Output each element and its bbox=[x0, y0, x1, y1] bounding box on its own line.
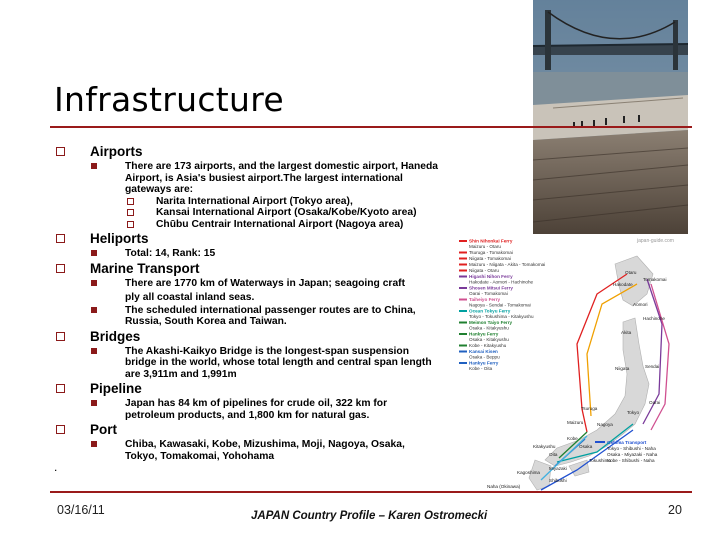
bullet-text: Narita International Airport (Tokyo area), bbox=[156, 195, 353, 207]
filled-square-bullet-icon bbox=[91, 250, 97, 256]
hollow-square-bullet-icon bbox=[56, 147, 65, 156]
slide-title: Infrastructure bbox=[54, 80, 285, 119]
svg-text:Tokyo - Shibushi - Naha: Tokyo - Shibushi - Naha bbox=[607, 446, 656, 451]
footer-date: 03/16/11 bbox=[57, 503, 105, 517]
legend-name: Higashi Nihon Ferry bbox=[469, 274, 513, 279]
legend-name: Meimon Taiyo Ferry bbox=[469, 320, 513, 325]
svg-text:Sendai: Sendai bbox=[645, 364, 660, 369]
bullet-text: Total: 14, Rank: 15 bbox=[125, 248, 216, 259]
legend-route: Kobe - Oita bbox=[469, 366, 493, 371]
legend-route: Hakodate - Aomori - Hachinohe bbox=[469, 279, 534, 285]
svg-text:Osaka: Osaka bbox=[579, 444, 593, 449]
sub-bullet bbox=[54, 161, 439, 196]
hollow-square-bullet-icon bbox=[56, 425, 65, 434]
legend-swatch bbox=[459, 362, 467, 364]
legend-route: Nagoya - Sendai - Tomakomai bbox=[469, 302, 531, 308]
filled-square-bullet-icon bbox=[91, 348, 97, 354]
svg-text:Tomakomai: Tomakomai bbox=[643, 277, 667, 282]
bullet-airports bbox=[54, 144, 439, 159]
legend-name: Kansai Kisen bbox=[469, 349, 498, 354]
sub-bullet bbox=[54, 305, 439, 328]
legend-route: Osaka - Beppu bbox=[469, 354, 500, 360]
legend-swatch bbox=[459, 345, 467, 347]
legend-swatch bbox=[459, 322, 467, 324]
legend-route: Osaka - Kitakyushu bbox=[469, 337, 509, 342]
svg-text:Hachinohe: Hachinohe bbox=[643, 316, 665, 321]
bullet-text: Japan has 84 km of pipelines for crude oil, 322 km for petroleum products, and 1,800 km for natural gas. bbox=[125, 398, 388, 421]
legend-swatch bbox=[459, 276, 467, 278]
bullet-text: Marine Transport bbox=[90, 260, 200, 276]
legend-swatch bbox=[595, 441, 605, 443]
legend-name: Taiheiyo Ferry bbox=[469, 297, 501, 302]
sub-sub-bullet bbox=[54, 219, 439, 231]
sub-sub-bullet bbox=[54, 207, 439, 219]
svg-text:Kagoshima: Kagoshima bbox=[517, 470, 540, 475]
legend-name: Hankyu Ferry bbox=[469, 331, 499, 337]
bullet-text: The Akashi-Kaikyo Bridge is the longest-span suspension bridge in the world, whose total length and central span length are 3,911m and 1,991m bbox=[125, 345, 432, 380]
legend-route: Oarai - Tomakomai bbox=[469, 291, 508, 296]
svg-text:Tsuruga: Tsuruga bbox=[581, 406, 598, 411]
bullet-text: There are 173 airports, and the largest domestic airport, Haneda Airport, is Asia's busiest airport.The largest international gateways are: bbox=[125, 161, 439, 195]
legend-swatch bbox=[459, 310, 467, 312]
svg-text:Oshima Transport: Oshima Transport bbox=[607, 440, 647, 445]
hollow-square-bullet-icon bbox=[127, 221, 134, 228]
hollow-square-bullet-icon bbox=[127, 198, 134, 205]
filled-square-bullet-icon bbox=[91, 307, 97, 313]
legend-swatch bbox=[459, 264, 467, 266]
svg-text:Tokyo: Tokyo bbox=[627, 410, 639, 415]
filled-square-bullet-icon bbox=[91, 400, 97, 406]
ferry-route-map bbox=[437, 234, 689, 492]
hollow-square-bullet-icon bbox=[56, 384, 65, 393]
sub-bullet bbox=[54, 398, 439, 421]
map-credit: japan-guide.com bbox=[637, 238, 674, 244]
legend-route: Kobe - Kitakyushu bbox=[469, 343, 507, 348]
svg-text:Miyazaki: Miyazaki bbox=[549, 466, 567, 471]
legend-name: Hankyu Ferry bbox=[469, 360, 499, 366]
footer-divider bbox=[50, 491, 692, 493]
bullet-text: There are 1770 km of Waterways in Japan; seagoing craft bbox=[125, 277, 406, 289]
legend-swatch bbox=[459, 270, 467, 272]
hollow-square-bullet-icon bbox=[56, 264, 65, 273]
svg-text:Osaka - Miyazaki - Naha: Osaka - Miyazaki - Naha bbox=[607, 452, 658, 457]
bullet-text: Chūbu Centrair International Airport (Nagoya area) bbox=[156, 218, 404, 230]
svg-text:Kitakyushu: Kitakyushu bbox=[533, 444, 556, 449]
bullet-port bbox=[54, 422, 439, 437]
svg-text:Shibushi: Shibushi bbox=[549, 478, 567, 483]
svg-text:Niigata: Niigata bbox=[615, 366, 630, 371]
legend-route: Niigata - Tomakomai bbox=[469, 256, 511, 261]
svg-text:Aomori: Aomori bbox=[633, 302, 648, 307]
bullet-text: ply all coastal inland seas. bbox=[125, 292, 255, 303]
bullet-bridges bbox=[54, 329, 439, 344]
bullet-text: The scheduled international passenger routes are to China, Russia, South Korea and Taiwan. bbox=[125, 304, 416, 327]
sub-sub-bullet bbox=[54, 196, 439, 208]
legend-route: Niigata - Otaru bbox=[469, 268, 499, 273]
legend-route: Tokyo - Tokushima - Kitakyushu bbox=[469, 314, 534, 319]
bullet-text: Airports bbox=[90, 144, 143, 159]
legend-swatch bbox=[459, 240, 467, 242]
sub-bullet bbox=[54, 439, 439, 462]
svg-text:Otaru: Otaru bbox=[625, 270, 637, 275]
svg-text:Nagoya: Nagoya bbox=[597, 422, 613, 427]
sub-bullet bbox=[54, 248, 439, 260]
legend-swatch bbox=[459, 299, 467, 301]
hollow-square-bullet-icon bbox=[56, 234, 65, 243]
bridge-photo bbox=[533, 0, 688, 237]
svg-text:Tokushima: Tokushima bbox=[589, 458, 611, 463]
hollow-square-bullet-icon bbox=[56, 332, 65, 341]
filled-square-bullet-icon bbox=[91, 280, 97, 286]
bullet-text: Port bbox=[90, 422, 117, 437]
hollow-square-bullet-icon bbox=[127, 209, 134, 216]
filled-square-bullet-icon bbox=[91, 163, 97, 169]
footer-title: JAPAN Country Profile – Karen Ostromecki bbox=[251, 510, 488, 522]
sub-bullet bbox=[54, 278, 439, 290]
sub-bullet-continuation bbox=[54, 292, 439, 304]
sub-bullet bbox=[54, 346, 439, 381]
legend-swatch bbox=[459, 333, 467, 335]
filled-square-bullet-icon bbox=[91, 441, 97, 447]
legend-swatch bbox=[459, 252, 467, 254]
legend-swatch bbox=[459, 351, 467, 353]
svg-text:Kobe - Shibushi - Naha: Kobe - Shibushi - Naha bbox=[607, 458, 655, 463]
bullet-text: Chiba, Kawasaki, Kobe, Mizushima, Moji, Nagoya, Osaka, Tokyo, Tomakomai, Yohohama bbox=[125, 439, 405, 462]
bullet-text: Kansai International Airport (Osaka/Kobe/Kyoto area) bbox=[156, 207, 417, 218]
legend-name: Ocean Tokyu Ferry bbox=[469, 308, 511, 314]
bullet-heliports bbox=[54, 231, 439, 246]
page-number: 20 bbox=[668, 503, 682, 517]
legend-route: Tsuruga - Tomakomai bbox=[469, 250, 513, 255]
map-legend bbox=[459, 239, 545, 372]
legend-swatch bbox=[459, 287, 467, 289]
legend-route: Maizuru - Otaru bbox=[469, 244, 501, 249]
bullet-text: Pipeline bbox=[90, 381, 142, 396]
legend-name: Shosen Mitsui Ferry bbox=[469, 285, 513, 291]
legend-swatch bbox=[459, 258, 467, 260]
svg-text:Kobe: Kobe bbox=[567, 436, 578, 441]
bullet-list bbox=[54, 140, 439, 462]
legend-name: Shin Nihonkai Ferry bbox=[469, 238, 513, 244]
title-divider bbox=[50, 126, 692, 128]
bullet-text: Heliports bbox=[90, 231, 149, 246]
svg-text:Oarai: Oarai bbox=[649, 400, 661, 405]
legend-route: Osaka - Kitakyushu bbox=[469, 325, 509, 331]
svg-text:Akita: Akita bbox=[621, 330, 632, 335]
bullet-marine-transport bbox=[54, 261, 439, 276]
svg-text:Hakodate: Hakodate bbox=[613, 282, 633, 287]
bullet-text: Bridges bbox=[90, 328, 141, 344]
bullet-pipeline bbox=[54, 381, 439, 396]
legend-route: Maizuru - Niigata - Akita - Tomakomai bbox=[469, 262, 546, 267]
svg-text:Naha (Okinawa): Naha (Okinawa) bbox=[487, 484, 521, 489]
svg-text:Oita: Oita bbox=[549, 452, 558, 457]
trailing-dot: . bbox=[54, 460, 58, 474]
svg-text:Maizuru: Maizuru bbox=[567, 420, 584, 425]
